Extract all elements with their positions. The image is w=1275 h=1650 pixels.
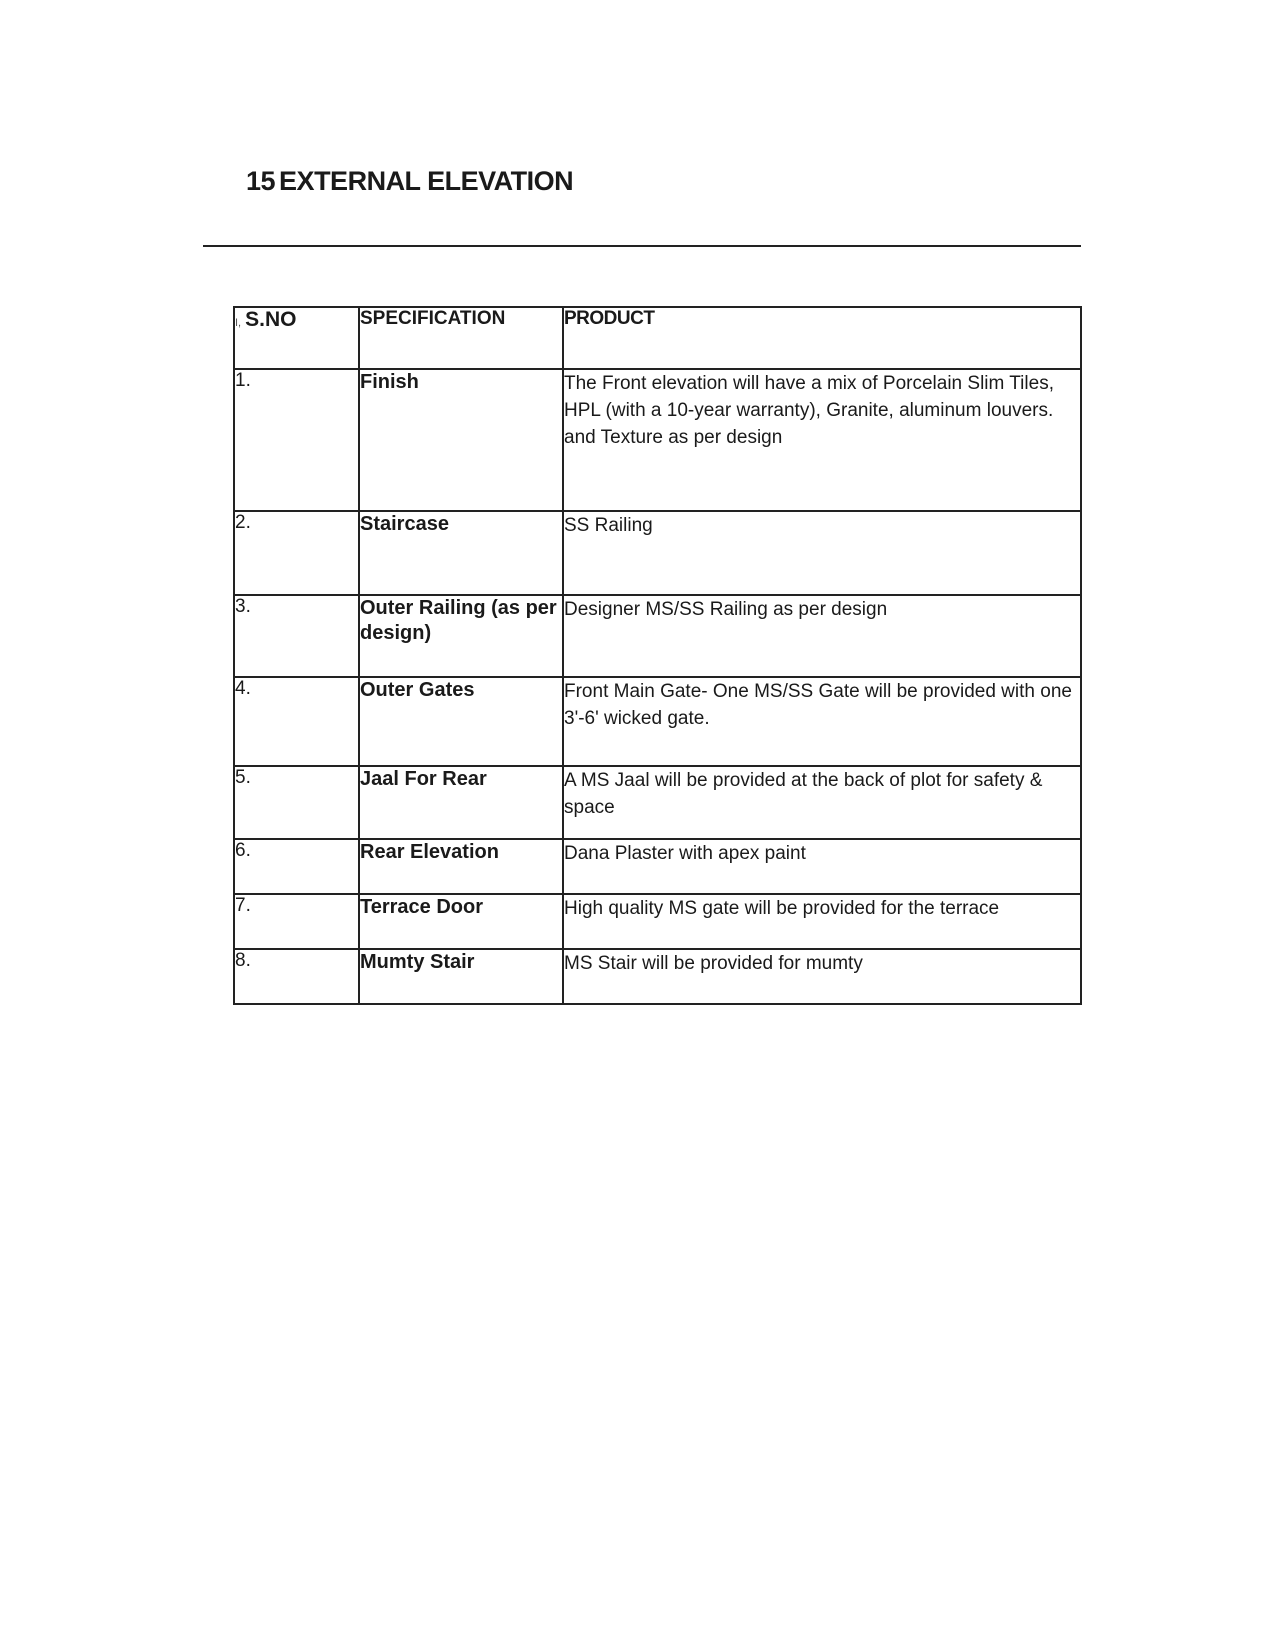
row-specification: Outer Railing (as per design) — [359, 595, 563, 677]
row-specification: Rear Elevation — [359, 839, 563, 894]
row-specification: Mumty Stair — [359, 949, 563, 1004]
row-specification: Jaal For Rear — [359, 766, 563, 839]
table-header-row — [234, 307, 1081, 369]
title-divider — [203, 245, 1081, 247]
specification-table — [233, 306, 1082, 1005]
table-row — [234, 511, 1081, 595]
row-specification: Finish — [359, 369, 563, 511]
header-product: PRODUCT — [563, 307, 1081, 369]
row-sno: 4. — [234, 677, 359, 766]
section-title: EXTERNAL ELEVATION — [279, 166, 574, 196]
row-sno: 3. — [234, 595, 359, 677]
row-specification: Terrace Door — [359, 894, 563, 949]
row-product: Front Main Gate- One MS/SS Gate will be provided with one 3'-6' wicked gate. — [563, 677, 1081, 766]
row-sno: 1. — [234, 369, 359, 511]
table-row — [234, 894, 1081, 949]
row-product: Dana Plaster with apex paint — [563, 839, 1081, 894]
row-sno: 8. — [234, 949, 359, 1004]
row-product: Designer MS/SS Railing as per design — [563, 595, 1081, 677]
row-sno: 6. — [234, 839, 359, 894]
row-sno: 5. — [234, 766, 359, 839]
table-row — [234, 677, 1081, 766]
table-row — [234, 595, 1081, 677]
page-title — [246, 166, 573, 197]
table-row — [234, 839, 1081, 894]
table-row — [234, 369, 1081, 511]
row-sno: 7. — [234, 894, 359, 949]
section-number: 15 — [246, 166, 276, 196]
row-sno: 2. — [234, 511, 359, 595]
row-product: The Front elevation will have a mix of Porcelain Slim Tiles, HPL (with a 10-year warranty), Granite, aluminum louvers. and Texture as per design — [563, 369, 1081, 511]
row-product: MS Stair will be provided for mumty — [563, 949, 1081, 1004]
row-product: SS Railing — [563, 511, 1081, 595]
table-row — [234, 766, 1081, 839]
row-specification: Staircase — [359, 511, 563, 595]
header-sno-label: S.NO — [245, 308, 297, 331]
header-sno — [234, 307, 359, 369]
row-specification: Outer Gates — [359, 677, 563, 766]
header-specification: SPECIFICATION — [359, 307, 563, 369]
table-row — [234, 949, 1081, 1004]
header-sno-mark: I, — [235, 317, 242, 329]
row-product: A MS Jaal will be provided at the back of plot for safety & space — [563, 766, 1081, 839]
row-product: High quality MS gate will be provided for the terrace — [563, 894, 1081, 949]
